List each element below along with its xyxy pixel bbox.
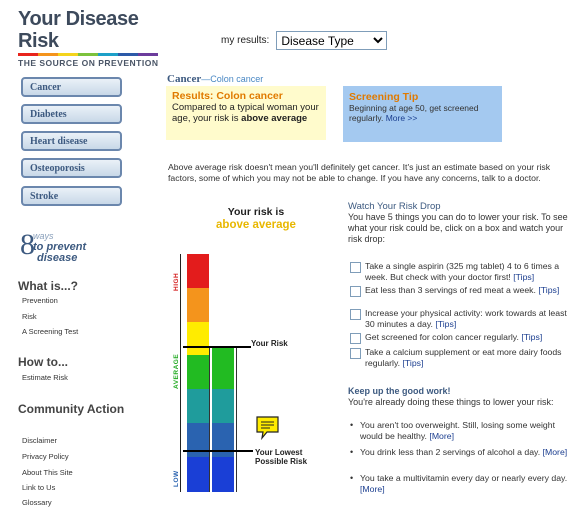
logo-bar-segment [138, 53, 158, 56]
sidebar-item-osteoporosis[interactable]: Osteoporosis [21, 158, 122, 178]
screening-tip-more-link[interactable]: More >> [385, 113, 418, 123]
risk-action-item[interactable] [350, 308, 572, 330]
tips-link[interactable]: [Tips] [402, 358, 424, 368]
risk-action-text [365, 261, 572, 283]
speech-bubble-svg [255, 415, 280, 441]
risk-segment [187, 355, 209, 389]
good-habit-item [350, 447, 572, 458]
good-habit-item [350, 473, 572, 495]
speech-bubble-icon[interactable] [255, 415, 280, 441]
risk-segment [187, 457, 209, 492]
risk-action-item[interactable] [350, 332, 572, 344]
more-link[interactable]: [More] [360, 484, 385, 494]
risk-action-checkbox[interactable] [350, 286, 361, 297]
risk-segment [212, 389, 234, 423]
risk-segment [187, 288, 209, 322]
footer-link-about[interactable]: About This Site [22, 468, 73, 477]
results-body-text: Compared to a typical woman your age, your risk is [172, 102, 319, 124]
keep-up-intro: You're already doing these things to lower your risk: [348, 397, 554, 407]
good-habit-item [350, 420, 572, 442]
risk-action-checkbox[interactable] [350, 309, 361, 320]
lowest-risk-marker [183, 450, 253, 452]
footer-link-disclaimer[interactable]: Disclaimer [22, 436, 58, 445]
risk-segment [187, 389, 209, 423]
good-habit-text [360, 420, 572, 442]
lowest-risk-label [255, 448, 307, 466]
category-title: Cancer [167, 73, 202, 85]
lowest-risk-label-line1: Your Lowest [255, 448, 303, 457]
risk-action-item[interactable] [350, 261, 572, 283]
risk-bar-divider [236, 348, 237, 492]
risk-segment [187, 322, 209, 355]
footer-link-glossary[interactable]: Glossary [22, 498, 52, 507]
disease-type-select[interactable] [276, 31, 387, 50]
results-box [166, 86, 326, 140]
risk-explanation: Above average risk doesn't mean you'll definitely get cancer. It's just an estimate based on your risk factors, some of which you may not be able to change. If you have any concerns, talk to a doctor. [168, 162, 551, 183]
eight-ways-line1: to prevent [33, 241, 87, 253]
risk-action-text [365, 308, 572, 330]
eight-ways-to-prevent-disease-logo[interactable] [20, 228, 102, 268]
good-habit-text [360, 473, 572, 495]
sidebar-item-diabetes[interactable]: Diabetes [21, 104, 122, 124]
tips-link[interactable]: [Tips] [435, 319, 457, 329]
tips-link[interactable]: [Tips] [513, 272, 535, 282]
logo-bar-segment [98, 53, 118, 56]
tips-link[interactable]: [Tips] [538, 285, 560, 295]
screening-tip-text: Beginning at age 50, get screened regularly. [349, 103, 479, 123]
risk-action-label: Eat less than 3 servings of red meat a week. [365, 285, 536, 295]
bullet-icon: • [350, 420, 354, 430]
logo-bar-segment [118, 53, 138, 56]
risk-action-text [365, 332, 542, 344]
eight-ways-line2: disease [37, 252, 78, 264]
more-link[interactable]: [More] [542, 447, 568, 457]
screening-tip-title: Screening Tip [349, 91, 419, 103]
logo-bar-segment [18, 53, 38, 56]
my-results-label: my results: [221, 35, 270, 46]
results-title: Results: Colon cancer [172, 90, 283, 102]
risk-bar-divider [209, 348, 210, 492]
sidebar-link-estimate-risk[interactable]: Estimate Risk [22, 373, 68, 382]
subcategory-title: —Colon cancer [201, 74, 264, 84]
risk-action-checkbox[interactable] [350, 333, 361, 344]
eight-ways-tagline [33, 242, 86, 264]
eight-ways-number: 8 [20, 228, 35, 261]
my-results [221, 31, 387, 50]
risk-action-text [365, 285, 559, 297]
page-title [167, 73, 263, 85]
sidebar-link-screening-test[interactable]: A Screening Test [22, 327, 79, 336]
good-habit-label: You drink less than 2 servings of alcohol a day. [360, 447, 541, 457]
results-body [172, 102, 320, 124]
good-habit-label: You aren't too overweight. Still, losing some weight would be healthy. [360, 420, 555, 441]
good-habit-label: You take a multivitamin every day or nearly every day. [360, 473, 568, 483]
risk-action-checkbox[interactable] [350, 262, 361, 273]
risk-chart-frame [180, 254, 181, 492]
results-body-strong: above average [241, 113, 308, 124]
eight-ways-ways: ways [33, 231, 54, 241]
risk-segment [187, 254, 209, 288]
watch-risk-drop-intro: You have 5 things you can do to lower your risk. To see what your risk could be, click on a box and watch your risk drop: [348, 212, 568, 244]
more-link[interactable]: [More] [429, 431, 455, 441]
logo-subtitle: THE SOURCE ON PREVENTION [18, 58, 159, 68]
risk-action-label: Get screened for colon cancer regularly. [365, 332, 519, 342]
risk-action-item[interactable] [350, 285, 572, 297]
axis-label-low: LOW [173, 470, 180, 487]
risk-chart-title-line2: above average [216, 219, 296, 231]
logo-title: Your Disease Risk [18, 8, 139, 52]
bullet-icon: • [350, 447, 354, 457]
good-habit-text [360, 447, 567, 458]
risk-action-text [365, 347, 572, 369]
what-is-heading: What is...? [18, 279, 78, 293]
risk-chart-title [206, 206, 306, 232]
risk-bar-lowest [212, 348, 234, 492]
risk-action-label: Take a calcium supplement or eat more dairy foods regularly. [365, 347, 562, 368]
sidebar-item-cancer[interactable]: Cancer [21, 77, 122, 97]
watch-risk-drop-heading: Watch Your Risk Drop [348, 201, 441, 212]
how-to-heading: How to... [18, 355, 68, 369]
axis-label-average: AVERAGE [173, 353, 180, 389]
axis-label-high: HIGH [173, 272, 180, 291]
tips-link[interactable]: [Tips] [521, 332, 543, 342]
your-risk-label: Your Risk [251, 339, 288, 348]
screening-tip-body [349, 103, 496, 123]
risk-action-label: Take a single aspirin (325 mg tablet) 4 to 6 times a week. But check with your doctor first! [365, 261, 560, 282]
risk-action-checkbox[interactable] [350, 348, 361, 359]
sidebar-item-stroke[interactable]: Stroke [21, 186, 122, 206]
sidebar-item-heart-disease[interactable]: Heart disease [21, 131, 122, 151]
keep-up-heading: Keep up the good work! [348, 386, 451, 396]
site-logo[interactable] [18, 8, 168, 68]
risk-action-item[interactable] [350, 347, 572, 369]
risk-chart-title-line1: Your risk is [227, 206, 285, 218]
sidebar-link-risk[interactable]: Risk [22, 312, 37, 321]
footer-link-link-to-us[interactable]: Link to Us [22, 483, 56, 492]
bullet-icon: • [350, 473, 354, 483]
logo-bar-segment [58, 53, 78, 56]
risk-segment [212, 348, 234, 389]
risk-segment [212, 457, 234, 492]
risk-action-label: Increase your physical activity: work towards at least 30 minutes a day. [365, 308, 567, 329]
logo-bar-segment [38, 53, 58, 56]
logo-color-bar [18, 53, 158, 56]
footer-link-privacy-policy[interactable]: Privacy Policy [22, 452, 69, 461]
screening-tip-box [343, 86, 502, 142]
risk-bar-current [187, 254, 209, 492]
lowest-risk-label-line2: Possible Risk [255, 457, 308, 466]
logo-bar-segment [78, 53, 98, 56]
sidebar-link-prevention[interactable]: Prevention [22, 296, 58, 305]
community-action-heading[interactable]: Community Action [18, 402, 125, 416]
your-risk-marker [183, 346, 251, 348]
